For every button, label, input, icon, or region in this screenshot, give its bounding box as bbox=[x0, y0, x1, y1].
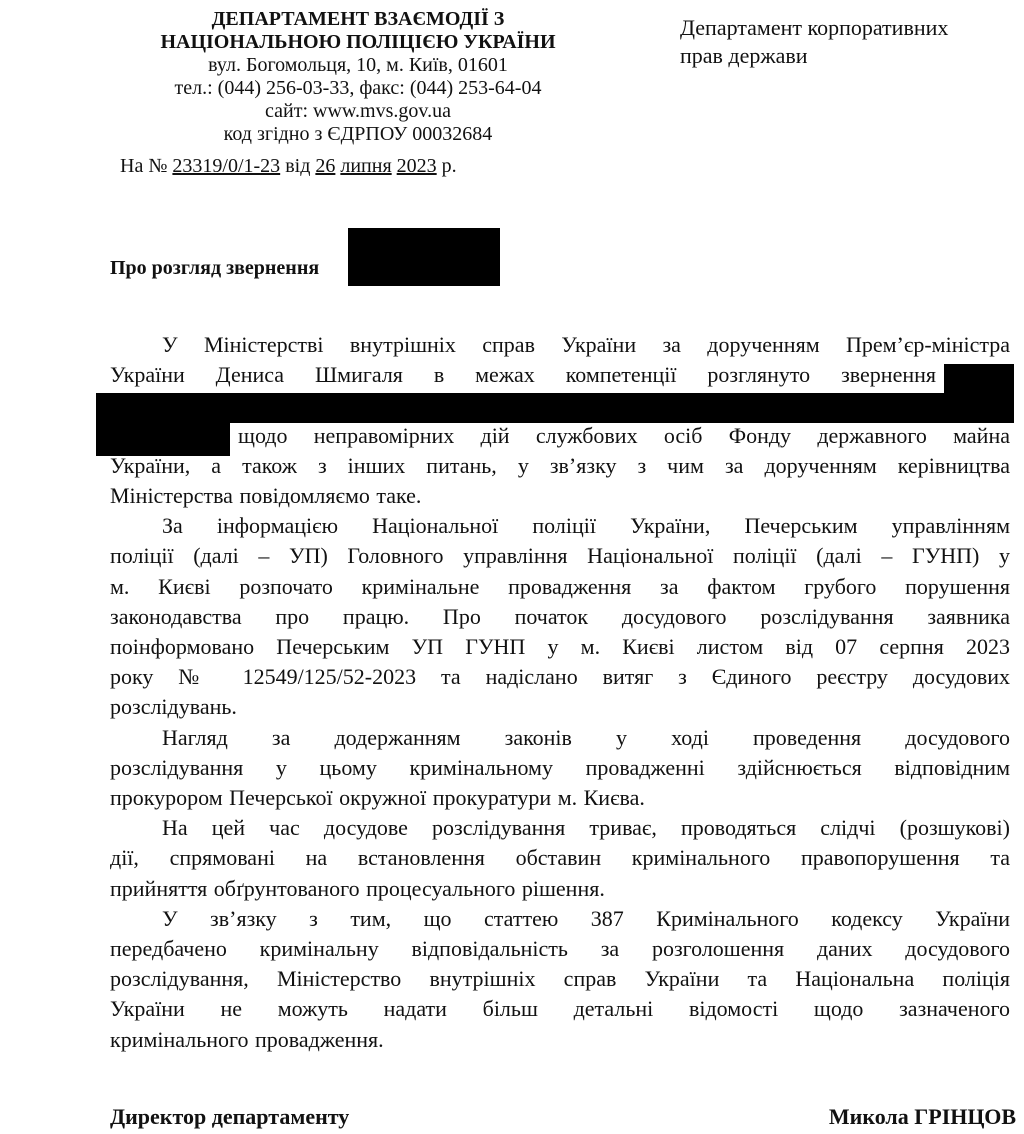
recipient-line2: прав держави bbox=[680, 43, 808, 68]
sender-edrpou: код згідно з ЄДРПОУ 00032684 bbox=[223, 123, 493, 145]
body-line: Міністерства повідомляємо таке. bbox=[110, 483, 422, 508]
body-line: щодо неправомірних дій службових осіб Фонду державного майна bbox=[238, 422, 1010, 448]
body-line: дії, спрямовані на встановлення обставин кримінального правопорушення та bbox=[110, 845, 1010, 871]
letter-body bbox=[110, 330, 1010, 1055]
sender-phone-fax: тел.: (044) 256-03-33, факс: (044) 253-64-04 bbox=[174, 77, 542, 99]
body-line: розслідування у цьому кримінальному провадженні здійснюється відповідним bbox=[110, 754, 1010, 780]
body-line: України не можуть надати більш детальні відомості щодо зазначеного bbox=[110, 996, 1010, 1022]
body-line: України Дениса Шмигаля в межах компетенції розглянуто звернення bbox=[110, 362, 936, 388]
ref-day: 26 bbox=[315, 155, 336, 177]
sender-site: сайт: www.mvs.gov.ua bbox=[265, 100, 451, 122]
signatory-name: Микола ГРІНЦОВ bbox=[828, 1104, 1016, 1129]
body-line-redacted bbox=[110, 390, 1010, 420]
body-line: За інформацією Національної поліції України, Печерським управлінням bbox=[162, 513, 1010, 539]
sender-block bbox=[108, 8, 608, 178]
body-line: поінформовано Печерським УП ГУНП у м. Києві листом від 07 серпня 2023 bbox=[110, 634, 1010, 660]
ref-year: 2023 bbox=[396, 155, 437, 177]
signatory-title: Директор департаменту bbox=[110, 1104, 350, 1129]
body-line: розслідувань. bbox=[110, 694, 237, 720]
body-line: м. Києві розпочато кримінальне провадження за фактом грубого порушення bbox=[110, 573, 1010, 599]
body-line: кримінального провадження. bbox=[110, 1026, 384, 1052]
body-line: У зв’язку з тим, що статтею 387 Кримінального кодексу України bbox=[162, 905, 1010, 931]
body-line: поліції (далі – УП) Головного управління Національної поліції (далі – ГУНП) у bbox=[110, 543, 1010, 569]
body-line: У Міністерстві внутрішніх справ України за дорученням Прем’єр-міністра bbox=[162, 332, 1010, 357]
reference-line bbox=[108, 155, 608, 178]
body-line: На цей час досудове розслідування триває, проводяться слідчі (розшукові) bbox=[162, 815, 1010, 841]
recipient-line1: Департамент корпоративних bbox=[680, 15, 949, 40]
body-line: передбачено кримінальну відповідальність за розголошення даних досудового bbox=[110, 936, 1010, 962]
sender-address: вул. Богомольця, 10, м. Київ, 01601 bbox=[208, 54, 508, 76]
body-line: України, а також з інших питань, у зв’язку з чим за дорученням керівництва bbox=[110, 452, 1010, 478]
ref-number: 23319/0/1-23 bbox=[172, 155, 281, 177]
sender-org-line2: НАЦІОНАЛЬНОЮ ПОЛІЦІЄЮ УКРАЇНИ bbox=[160, 31, 556, 53]
body-line: прийняття обґрунтованого процесуального рішення. bbox=[110, 875, 605, 901]
body-line: року № 12549/125/52-2023 та надіслано витяг з Єдиного реєстру досудових bbox=[110, 664, 1010, 690]
body-line: Нагляд за додержанням законів у ході проведення досудового bbox=[162, 724, 1010, 750]
body-line: розслідування, Міністерство внутрішніх справ України та Національна поліція bbox=[110, 966, 1010, 992]
ref-suffix: р. bbox=[436, 155, 457, 177]
sender-org-line1: ДЕПАРТАМЕНТ ВЗАЄМОДІЇ З bbox=[211, 8, 505, 30]
subject-line: Про розгляд звернення bbox=[110, 257, 320, 279]
recipient-block bbox=[680, 14, 1010, 70]
body-line: прокурором Печерської окружної прокуратури м. Києва. bbox=[110, 785, 645, 811]
ref-mid: від bbox=[280, 155, 316, 177]
body-line: законодавства про працю. Про початок досудового розслідування заявника bbox=[110, 603, 1010, 629]
ref-prefix: На № bbox=[120, 155, 173, 177]
ref-month: липня bbox=[340, 155, 392, 177]
redaction-subject bbox=[348, 228, 500, 286]
